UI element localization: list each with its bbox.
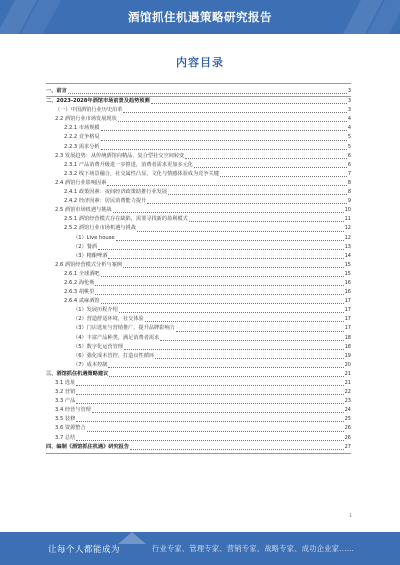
toc-dot-leader [109,376,343,377]
toc-entry-title: （2）营造舒适环境，社交体验 [73,316,144,323]
toc-entry-page: 13 [344,243,351,250]
toc-entry-title: 3.6 资源整合 [55,425,86,432]
footer-triangle-decoration [118,532,146,544]
toc-entry-title: （2）餐酒 [73,243,98,250]
toc-entry-title: 2.2.2 竞争格局 [64,134,100,141]
toc-dot-leader [76,394,343,395]
toc-dot-leader [147,203,347,204]
toc-dot-leader [108,258,343,259]
toc-dot-leader [68,93,347,94]
toc-entry-title: （7）成本控制 [73,361,108,368]
toc-entry[interactable] [46,352,351,361]
toc-entry[interactable] [46,188,351,197]
toc-entry-title: （3）精酿啤酒 [73,252,108,259]
toc-entry-page: 6 [347,152,351,159]
toc-dot-leader [76,421,343,422]
toc-entry-page: 12 [344,225,351,232]
toc-entry-page: 3 [347,107,351,114]
toc-entry-page: 17 [344,307,351,314]
toc-entry-page: 5 [347,143,351,150]
document-footer [0,532,400,565]
toc-entry[interactable] [46,143,351,152]
toc-entry-title: 2.3 发展趋势：从传统酒馆向精品、复合型社交空间转变 [55,152,185,159]
toc-entry[interactable] [46,306,351,315]
document-title: 酒馆抓住机遇策略研究报告 [128,10,272,24]
toc-dot-leader [101,149,347,150]
toc-entry[interactable] [46,270,351,279]
toc-dot-leader [168,194,347,195]
toc-entry[interactable] [46,288,351,297]
toc-entry-page: 17 [344,325,351,332]
toc-entry-title: （5）数字化运营管理 [73,343,123,350]
toc-entry-page: 11 [344,216,351,223]
toc-entry-title: （1）发展历程介绍 [73,307,118,314]
toc-entry[interactable] [46,334,351,343]
toc-dot-leader [118,121,347,122]
toc-entry-page: 6 [347,161,351,168]
document-header [0,0,400,34]
toc-entry[interactable] [46,243,351,252]
toc-entry-page: 3 [347,88,351,94]
toc-entry-page: 20 [344,361,351,368]
table-of-contents [46,87,351,454]
toc-dot-leader [160,340,343,341]
toc-entry-title: 二、2023-2028年酒馆市场前景及趋势预测 [46,98,150,105]
toc-dot-leader [176,331,344,332]
toc-entry-title: 2.6.4 贰麻酒馆 [64,298,100,305]
toc-dot-leader [95,285,343,286]
toc-entry[interactable] [46,224,351,233]
toc-dot-leader [194,167,347,168]
toc-entry[interactable] [46,443,351,452]
toc-dot-leader [119,312,344,313]
toc-entry-page: 7 [347,170,351,177]
toc-entry-page: 22 [344,389,351,396]
toc-entry-title: 3.3 产品 [55,398,76,405]
toc-dot-leader [189,221,344,222]
toc-dot-leader [151,103,347,104]
toc-entry[interactable] [46,388,351,397]
toc-dot-leader [87,431,344,432]
footer-tagline: 行业专家、管理专家、营销专家、战略专家、成功企业家…… [152,544,355,553]
toc-entry[interactable] [46,434,351,443]
toc-dot-leader [76,385,343,386]
toc-entry-title: 2.4.1 政策因素：夜间经济政策助推行业发展 [64,189,168,196]
toc-entry-page: 23 [344,398,351,405]
toc-dot-leader [116,240,344,241]
toc-entry[interactable] [46,152,351,161]
toc-entry[interactable] [46,234,351,243]
toc-entry-title: （一）中国酒馆行业历史沿革 [55,107,123,114]
toc-entry[interactable] [46,215,351,224]
toc-entry[interactable] [46,87,351,96]
toc-entry[interactable] [46,197,351,206]
toc-entry-page: 5 [347,134,351,141]
toc-entry[interactable] [46,124,351,133]
toc-entry-title: 三、酒馆抓住机遇策略建议 [46,370,109,377]
toc-dot-leader [76,403,343,404]
toc-dot-leader [123,267,344,268]
toc-entry[interactable] [46,406,351,415]
toc-entry-title: 3.7 总结 [55,434,76,441]
toc-entry-title: 2.2 酒馆行业市场发展现状 [55,116,117,123]
toc-dot-leader [101,303,344,304]
toc-entry[interactable] [46,97,351,106]
toc-entry-page: 16 [344,279,351,286]
toc-entry[interactable] [46,179,351,188]
toc-entry[interactable] [46,297,351,306]
toc-dot-leader [92,412,344,413]
toc-dot-leader [130,449,344,450]
toc-entry[interactable] [46,424,351,433]
toc-entry[interactable] [46,343,351,352]
toc-dot-leader [145,321,344,322]
toc-dot-leader [220,176,347,177]
toc-entry[interactable] [46,415,351,424]
toc-entry-title: 2.6 酒馆经营模式分析与案例 [55,261,122,268]
toc-entry[interactable] [46,252,351,261]
toc-entry-title: 2.4.2 经济因素：居民消费能力提升 [64,198,147,205]
toc-dot-leader [95,294,343,295]
toc-entry[interactable] [46,161,351,170]
toc-entry[interactable] [46,279,351,288]
toc-dot-leader [124,349,344,350]
toc-entry-page: 10 [344,207,351,214]
toc-entry-title: 3.2 营销 [55,389,76,396]
toc-entry-page: 8 [347,189,351,196]
toc-entry-page: 4 [347,116,351,123]
toc-entry[interactable] [46,397,351,406]
toc-entry-title: （1）Live house [73,234,115,241]
toc-dot-leader [98,249,344,250]
toc-entry-page: 18 [344,343,351,350]
page-number: 1 [349,514,352,519]
toc-entry-title: 2.6.2 海伦斯 [64,279,95,286]
toc-dot-leader [101,140,347,141]
toc-entry[interactable] [46,315,351,324]
toc-entry-page: 8 [347,179,351,186]
toc-entry-title: 一、前言 [46,88,67,94]
toc-entry-page: 17 [344,316,351,323]
toc-entry-page: 26 [344,425,351,432]
toc-entry[interactable] [46,261,351,270]
toc-entry-title: 2.6.3 胡桃里 [64,289,95,296]
toc-entry-title: 2.4 酒馆行业影响因素 [55,179,107,186]
toc-dot-leader [155,358,344,359]
toc-dot-leader [108,367,343,368]
toc-entry-title: 2.5 酒馆市场机遇与挑战 [55,207,112,214]
toc-entry-title: 2.5.1 酒馆经营模式存在缺陷，需要寻找新的盈利模式 [64,216,188,223]
toc-entry-page: 17 [344,298,351,305]
toc-entry-page: 4 [347,125,351,132]
toc-entry-title: 3.1 选址 [55,380,76,386]
toc-entry[interactable] [46,324,351,333]
toc-entry-page: 3 [347,98,351,105]
toc-dot-leader [101,130,347,131]
toc-entry-title: 2.2.1 市场规模 [64,125,100,132]
toc-entry-page: 12 [344,234,351,241]
toc-entry-page: 16 [344,289,351,296]
toc-entry-page: 21 [344,380,351,386]
toc-entry-title: 2.2.3 需求分析 [64,143,100,150]
toc-entry-title: （4）丰富产品种类，满足消费者需求 [73,334,160,341]
footer-slogan: 让每个人都能成为 [48,545,121,555]
toc-entry-page: 19 [344,352,351,359]
toc-entry-title: 2.3.2 线下场景融合，社交属性凸显，文化与情感体验成为竞争关键 [64,170,219,177]
toc-entry-title: 四、编制《酒馆抓住机遇》研究报告 [46,443,130,450]
toc-entry-page: 14 [344,252,351,259]
toc-top-rule [46,83,351,84]
toc-entry[interactable] [46,370,351,379]
toc-entry-title: 2.6.1 全球酒吧 [64,270,100,277]
toc-entry[interactable] [46,206,351,215]
toc-entry-title: 3.4 经营与管理 [55,407,91,414]
toc-bottom-rule [46,453,351,454]
toc-dot-leader [76,440,343,441]
toc-entry-page: 15 [344,261,351,268]
toc-dot-leader [107,185,346,186]
toc-dot-leader [101,276,344,277]
toc-entry-title: 2.3.1 产品消费升级进一步推进，消费者需求更加多元化 [64,161,193,168]
toc-entry-title: （6）强化成本管控，打造良性循环 [73,352,155,359]
toc-entry-page: 21 [344,370,351,377]
toc-entry-page: 18 [344,334,351,341]
toc-entry[interactable] [46,115,351,124]
toc-dot-leader [185,158,347,159]
toc-dot-leader [123,112,346,113]
toc-entry-page: 24 [344,407,351,414]
toc-entry[interactable] [46,106,351,115]
toc-entry[interactable] [46,361,351,370]
toc-entry[interactable] [46,170,351,179]
toc-heading: 内容目录 [176,56,224,69]
toc-entry-title: 2.5.2 酒馆行业市场机遇与挑战 [64,225,136,232]
toc-entry[interactable] [46,379,351,388]
toc-entry-page: 15 [344,270,351,277]
toc-entry[interactable] [46,133,351,142]
toc-entry-page: 9 [347,198,351,205]
toc-entry-page: 26 [344,434,351,441]
toc-entry-page: 27 [344,443,351,450]
toc-dot-leader [113,212,344,213]
toc-entry-page: 25 [344,416,351,423]
toc-entry-title: （3）门店选址与营销推广，提升品牌影响力 [73,325,175,332]
toc-entry-title: 3.5 装修 [55,416,76,423]
toc-dot-leader [137,231,344,232]
